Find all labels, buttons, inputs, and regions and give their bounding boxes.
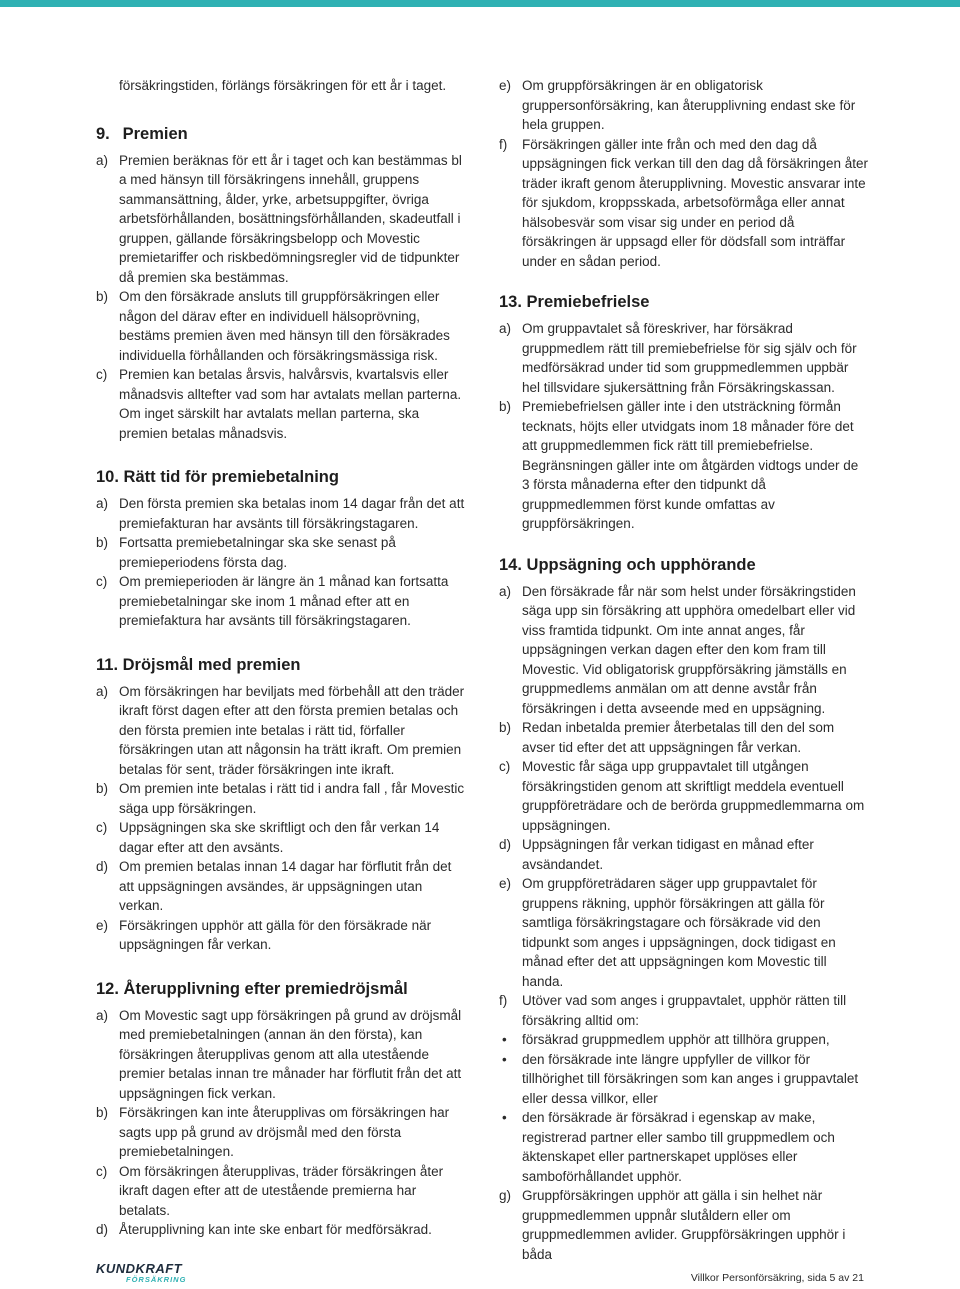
list-item: a) Den försäkrade får när som helst under försäkringstiden säga upp sin försäkring att upphöra omedelbart eller vid viss framtida tidpunkt. Om inte annat anges, får uppsägningen verkan dagen efter den kom fram till Movestic. Vid obligatorisk gruppförsäkring jämställs en gruppmedlems anmälan om att denne avstår från försäkringen i detta avseende med en uppsägning. <box>499 583 856 716</box>
list-item: a) Om försäkringen har beviljats med förbehåll att den träder ikraft först dagen efter att den första premien betalas och den första premien inte betalas i rätt tid, förfaller försäkringen utan att någonsin ha trätt ikraft. Om premien betalas för sent, träder försäkringen inte ikraft. <box>96 683 465 777</box>
list-item: f) Utöver vad som anges i gruppavtalet, upphör rätten till försäkring alltid om: <box>499 993 847 1028</box>
list-item: d) Uppsägningen får verkan tidigast en månad efter avsändandet. <box>499 837 814 872</box>
section-number: 11. <box>96 655 119 674</box>
section-13-title <box>499 291 869 313</box>
section-9-title <box>96 123 466 145</box>
list-item: d) Om premien betalas innan 14 dagar har förflutit från det att uppsägningen avsändes, är uppsägningen utan verkan. <box>96 859 452 913</box>
list-item: f) Försäkringen gäller inte från och med den dag då uppsägningen fick verkan till den dag då försäkringen åter träder ikraft genom återupplivning. Movestic ansvarar inte för sjukdom, kroppsskada, arbetsoförmåga eller annat hälsobesvär som visar sig under en period då försäkringen är uppsagd eller för dödsfall som inträffar under en sådan period. <box>499 136 868 269</box>
list-item: e) Försäkringen upphör att gälla för den försäkrade när uppsägningen får verkan. <box>96 917 432 952</box>
list-item: b) Försäkringen kan inte återupplivas om försäkringen har sagts upp på grund av dröjsmål med den första premiebetalningen. <box>96 1105 450 1159</box>
list-item: a) Om gruppavtalet så föreskriver, har försäkrad gruppmedlem rätt till premiebefrielse för sig själv och för medförsäkrad under tid som gruppmedlemmen uppbär hel tillsvidare sjukersättning från Försäkringskassan. <box>499 321 857 395</box>
list-item: c) Uppsägningen ska ske skriftligt och den får verkan 14 dagar efter att den avsänts. <box>96 820 440 855</box>
section-11-title <box>96 654 466 676</box>
bullet-item: • den försäkrade är försäkrad i egenskap av make, registrerad partner eller sambo till gruppmedlem och äktenskapet eller partnerskapet upplöses eller samboförhållandet upphör. <box>502 1110 835 1184</box>
list-item: b) Fortsatta premiebetalningar ska ske senast på premieperiodens första dag. <box>96 535 396 570</box>
section-number: 9. <box>96 124 110 143</box>
section-number: 12. <box>96 979 119 998</box>
section-heading: Rätt tid för premiebetalning <box>123 468 339 486</box>
section-heading: Dröjsmål med premien <box>122 655 301 674</box>
list-item: e) Om gruppförsäkringen är en obligatorisk gruppersonförsäkring, kan återupplivning endast ske för hela gruppen. <box>499 78 856 132</box>
bullet-item: • den försäkrade inte längre uppfyller de villkor för tillhörighet till försäkringen som kan anges i gruppavtalet eller dessa villkor, eller <box>502 1051 859 1106</box>
list-item: b) Om premien inte betalas i rätt tid i andra fall , får Movestic säga upp försäkringen. <box>96 781 465 816</box>
page-footer-info: Villkor Personförsäkring, sida 5 av 21 <box>690 1272 864 1284</box>
section-number: 13. <box>499 293 522 311</box>
kundkraft-logo <box>96 1262 186 1284</box>
bullet-icon: • <box>502 1032 507 1047</box>
section-heading: Premiebefrielse <box>526 293 650 311</box>
section-number: 14. <box>499 555 522 574</box>
bullet-item: • försäkrad gruppmedlem upphör att tillhöra gruppen, <box>499 1030 869 1050</box>
section-12-title <box>96 978 466 1000</box>
list-item: d) Återupplivning kan inte ske enbart för medförsäkrad. <box>96 1222 432 1237</box>
intro-text: försäkringstiden, förlängs försäkringen för ett år i taget. <box>119 78 447 93</box>
list-item: b) Redan inbetalda premier återbetalas till den del som avser tid efter det att uppsägningen får verkan. <box>499 720 835 755</box>
top-accent-bar <box>0 0 960 7</box>
section-number: 10. <box>96 468 119 486</box>
list-item: c) Movestic får säga upp gruppavtalet till utgången försäkringstiden genom att skriftligt meddela eventuell gruppföreträdare och de berörda gruppmedlemmarna om uppsägningen. <box>499 759 865 833</box>
right-column <box>499 76 869 1264</box>
list-item: b) Om den försäkrade ansluts till gruppförsäkringen eller någon del därav efter en individuell hälsoprövning, bestäms premien även med hänsyn till den försäkrades individuella förhållanden och försäkringsmässiga risk. <box>96 289 450 363</box>
bullet-icon: • <box>502 1110 507 1125</box>
section-10-title <box>96 466 466 488</box>
logo-subtitle: FÖRSÄKRING <box>126 1275 187 1284</box>
logo-wordmark: KUNDKRAFT <box>96 1261 183 1276</box>
bullet-icon: • <box>502 1051 507 1067</box>
section-heading: Premien <box>122 124 188 143</box>
list-item: g) Gruppförsäkringen upphör att gälla i sin helhet när gruppmedlemmen uppnår slutåldern eller om gruppmedlemmen avlider. Gruppförsäkringen upphör i båda <box>499 1188 846 1262</box>
list-item: c) Om försäkringen återupplivas, träder försäkringen åter ikraft dagen efter att de utestående premierna har betalats. <box>96 1163 444 1218</box>
list-item: a) Premien beräknas för ett år i taget och kan bestämmas bl a med hänsyn till försäkringens innehåll, gruppens sammansättning, ålder, yrke, arbetsuppgifter, övriga arbetsförhållanden, bosättningsförhållanden, skadeutfall i gruppen, gällande försäkringsbelopp och Movestic premietariffer och riskbedömningsregler vid de tidpunkter då premien ska bestämmas. <box>96 152 462 285</box>
list-item: e) Om gruppföreträdaren säger upp gruppavtalet för gruppens räkning, upphör försäkringen att gälla för samtliga försäkringstagare och försäkrade vid den tidpunkt som anges i uppsägningen, dock tidigast en månad efter det att uppsägningen kom Movestic till handa. <box>499 876 836 989</box>
section-heading: Återupplivning efter premiedröjsmål <box>123 979 408 998</box>
list-item: a) Om Movestic sagt upp försäkringen på grund av dröjsmål med premiebetalningen (annan än den första), kan försäkringen återupplivas genom att alla utestående premier betalas innan tre månader har förflutit från det att uppsägningen fick verkan. <box>96 1007 462 1101</box>
left-column <box>96 76 466 1240</box>
list-item: c) Premien kan betalas årsvis, halvårsvis, kvartalsvis eller månadsvis alltefter vad som har avtalats mellan parterna. Om inget särskilt har avtalats mellan parterna, ska premien betalas månadsvis. <box>96 367 462 441</box>
list-item: a) Den första premien ska betalas inom 14 dagar från det att premiefakturan har avsänts till försäkringstagaren. <box>96 496 465 531</box>
list-item: b) Premiebefrielsen gäller inte i den utsträckning förmån tecknats, höjts eller utvidgats inom 18 månader före det att gruppmedlemmen fick rätt till premiebefrielse. Begränsningen gäller inte om åtgärden vidtogs under de 3 första månaderna efter den tidpunkt då gruppmedlemmen först kunde omfattas av gruppförsäkringen. <box>499 399 859 531</box>
section-heading: Uppsägning och upphörande <box>526 555 756 574</box>
section-14-title <box>499 554 869 576</box>
list-item: c) Om premieperioden är längre än 1 månad kan fortsatta premiebetalningar ske inom 1 månad efter att en premiefaktura har avsänts till försäkringstagaren. <box>96 574 449 628</box>
